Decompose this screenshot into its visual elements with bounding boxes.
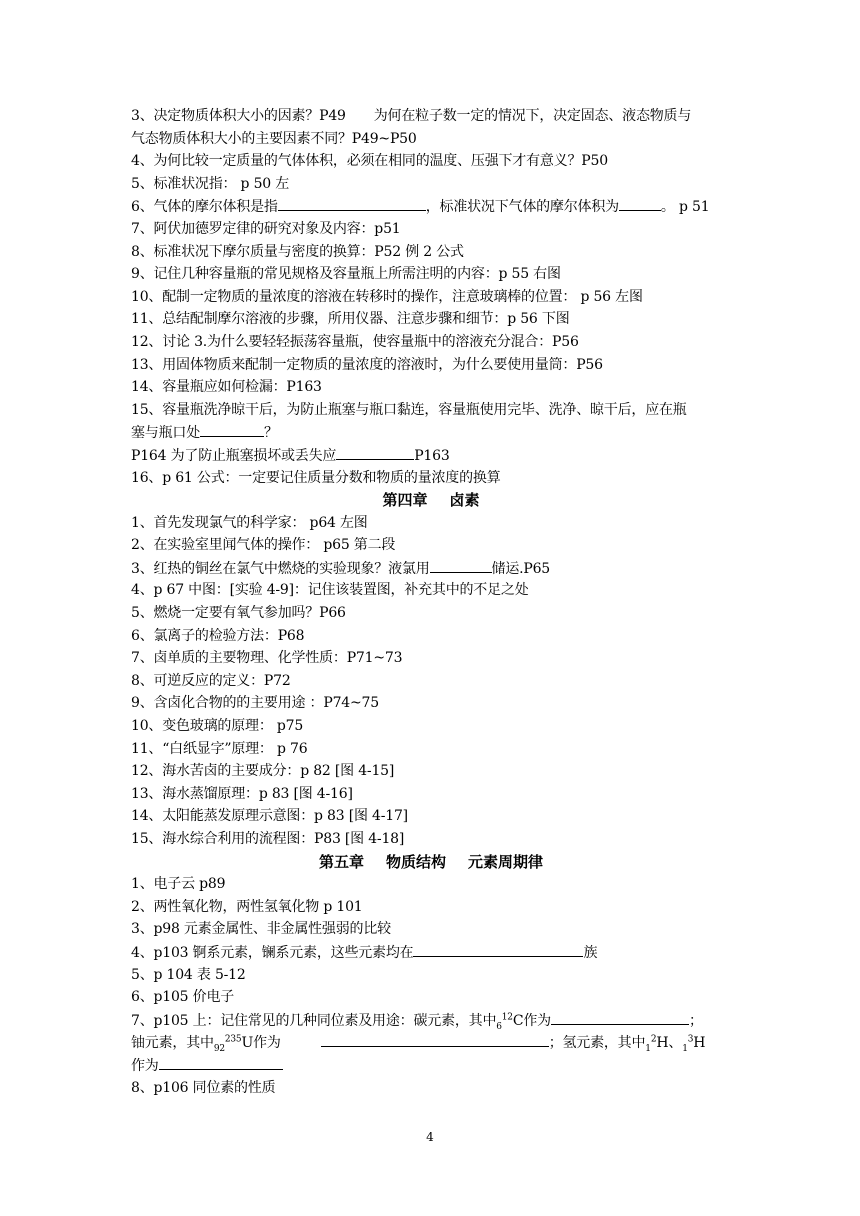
isotope-superscript: 235 xyxy=(224,1034,242,1045)
ch5-item-7-as: 作为 xyxy=(253,1035,281,1052)
item-4: 4、为何比较一定质量的气体体积，必须在相同的温度、压强下才有意义？P50 xyxy=(131,153,608,170)
isotope-subscript: 6 xyxy=(496,1021,502,1032)
chapter-5-number: 第五章 xyxy=(318,852,364,871)
ch5-item-1: 1、电子云 p89 xyxy=(131,876,226,893)
fill-blank xyxy=(159,1054,283,1070)
item-15-note xyxy=(131,444,731,467)
chapter-5-heading xyxy=(131,851,731,874)
chapter-4-number: 第四章 xyxy=(382,491,428,510)
fill-blank xyxy=(336,444,414,460)
element-symbol: U xyxy=(241,1035,254,1052)
item-3-text-cont: 为何在粒子数一定的情况下，决定固态、液态物质与 xyxy=(373,108,692,124)
ch4-item-9: 9、含卤化合物的的主要用途 ：P74~75 xyxy=(131,695,379,712)
ch5-item-4-text: 4、p103 锕系元素，镧系元素，这些元素均在 xyxy=(131,944,414,961)
ch4-item-2: 2、在实验室里闻气体的操作： p65 第二段 xyxy=(131,537,396,554)
separator: 、 xyxy=(668,1035,683,1052)
item-13: 13、用固体物质来配制一定物质的量浓度的溶液时，为什么要使用量筒：P56 xyxy=(131,356,603,373)
ch5-item-5: 5、p 104 表 5-12 xyxy=(131,966,246,983)
ch5-item-7-semicolon: ； xyxy=(688,1012,703,1029)
ch4-item-14: 14、太阳能蒸发原理示意图：p 83 [图 4-17] xyxy=(131,808,408,825)
isotope-superscript: 3 xyxy=(687,1034,694,1045)
ch4-item-3-text: 3、红热的铜丝在氯气中燃烧的实验现象？液氯用 xyxy=(131,560,430,577)
ch4-item-15: 15、海水综合利用的流程图：P83 [图 4-18] xyxy=(131,831,405,847)
ch5-item-7-as: 作为 xyxy=(523,1012,551,1029)
item-15-text-b: 塞与瓶口处 xyxy=(131,425,200,442)
ch5-item-7-wrap xyxy=(131,1031,731,1054)
item-3 xyxy=(131,105,731,128)
fill-blank xyxy=(278,195,426,211)
item-15-wrap xyxy=(131,421,731,444)
item-11: 11、总结配制摩尔溶液的步骤，所用仪器、注意步骤和细节：p 56 下图 xyxy=(131,311,570,328)
ch4-item-3-text-b: 储运.P65 xyxy=(491,560,551,577)
isotope-subscript: 1 xyxy=(682,1044,688,1055)
fill-blank xyxy=(413,941,583,957)
ch5-item-8: 8、p106 同位素的性质 xyxy=(131,1079,276,1096)
isotope-subscript: 1 xyxy=(645,1044,651,1055)
ch4-item-12: 12、海水苦卤的主要成分：p 82 [图 4-15] xyxy=(131,763,395,780)
element-symbol: H xyxy=(656,1035,669,1052)
item-15-note-ref: P163 xyxy=(414,447,450,464)
ch4-item-4: 4、p 67 中图：[实验 4-9]：记住该装置图，补充其中的不足之处 xyxy=(131,582,529,599)
ch5-item-6: 6、p105 价电子 xyxy=(131,989,235,1006)
ch5-item-7-text: 7、p105 上：记住常见的几种同位素及用途：碳元素，其中 xyxy=(131,1012,497,1029)
isotope-superscript: 2 xyxy=(650,1034,657,1045)
ch4-item-8: 8、可逆反应的定义：P72 xyxy=(131,672,291,689)
item-8: 8、标准状况下摩尔质量与密度的换算：P52 例 2 公式 xyxy=(131,243,464,260)
ch5-item-7-text-f: ；氢元素，其中 xyxy=(548,1035,646,1052)
ch5-item-4 xyxy=(131,941,731,964)
item-6-text: 6、气体的摩尔体积是指 xyxy=(131,199,278,216)
item-5: 5、标准状况指： p 50 左 xyxy=(131,175,290,192)
ch4-item-10: 10、变色玻璃的原理： p75 xyxy=(131,718,304,735)
page-content xyxy=(131,105,731,1099)
chapter-4-heading xyxy=(131,489,731,512)
chapter-5-subtitle: 元素周期律 xyxy=(468,852,544,871)
item-10: 10、配制一定物质的量浓度的溶液在转移时的操作，注意玻璃棒的位置： p 56 左图 xyxy=(131,288,643,305)
item-15-text-c: ？ xyxy=(264,425,278,442)
isotope-superscript: 12 xyxy=(501,1012,513,1023)
item-6 xyxy=(131,195,731,218)
ch4-item-5: 5、燃烧一定要有氧气参加吗？P66 xyxy=(131,605,346,622)
ch5-item-7-as: 作为 xyxy=(131,1057,159,1074)
fill-blank xyxy=(200,421,264,437)
ch5-item-7-text-d: 铀元素，其中 xyxy=(131,1035,214,1052)
fill-blank xyxy=(551,1009,689,1025)
item-15: 15、容量瓶洗净晾干后，为防止瓶塞与瓶口黏连，容量瓶使用完毕、洗净、晾干后，应在瓶 xyxy=(131,401,687,418)
ch4-item-7: 7、卤单质的主要物理、化学性质：P71~73 xyxy=(131,650,403,667)
item-16: 16、p 61 公式：一定要记住质量分数和物质的量浓度的换算 xyxy=(131,469,501,486)
item-12: 12、讨论 3.为什么要轻轻振荡容量瓶，使容量瓶中的溶液充分混合：P56 xyxy=(131,333,579,350)
element-symbol: H xyxy=(693,1035,706,1052)
ch4-item-11: 11、“白纸显字”原理： p 76 xyxy=(131,740,308,757)
item-7: 7、阿伏加德罗定律的研究对象及内容：p51 xyxy=(131,220,401,237)
item-9: 9、记住几种容量瓶的常见规格及容量瓶上所需注明的内容：p 55 右图 xyxy=(131,266,561,283)
ch4-item-6: 6、氯离子的检验方法：P68 xyxy=(131,627,305,644)
ch5-item-7-wrap-2 xyxy=(131,1054,731,1077)
item-6-text-c: 。 p 51 xyxy=(660,199,710,216)
ch4-item-3 xyxy=(131,557,731,580)
ch5-item-3: 3、p98 元素金属性、非金属性强弱的比较 xyxy=(131,921,391,938)
chapter-4-title: 卤素 xyxy=(449,491,480,510)
fill-blank xyxy=(430,557,492,573)
ch5-item-7 xyxy=(131,1009,731,1032)
page-number: 4 xyxy=(426,1130,434,1144)
item-6-text-b: ，标准状况下气体的摩尔体积为 xyxy=(425,199,619,216)
fill-blank xyxy=(619,195,661,211)
isotope-subscript: 92 xyxy=(213,1044,225,1055)
item-14: 14、容量瓶应如何检漏：P163 xyxy=(131,379,322,396)
ch4-item-13: 13、海水蒸馏原理：p 83 [图 4-16] xyxy=(131,785,353,802)
item-3-text: 3、决定物质体积大小的因素？P49 xyxy=(131,108,346,124)
chapter-5-title: 物质结构 xyxy=(385,852,446,871)
item-3-wrap: 气态物质体积大小的主要因素不同？P49~P50 xyxy=(131,130,417,147)
fill-blank xyxy=(321,1031,549,1047)
item-15-note-text: P164 为了防止瓶塞损坏或丢失应 xyxy=(131,447,337,464)
ch5-item-2: 2、两性氧化物，两性氢氧化物 p 101 xyxy=(131,898,363,915)
ch4-item-1: 1、首先发现氯气的科学家： p64 左图 xyxy=(131,514,368,531)
element-symbol: C xyxy=(512,1012,524,1029)
ch5-item-4-text-b: 族 xyxy=(583,944,598,961)
